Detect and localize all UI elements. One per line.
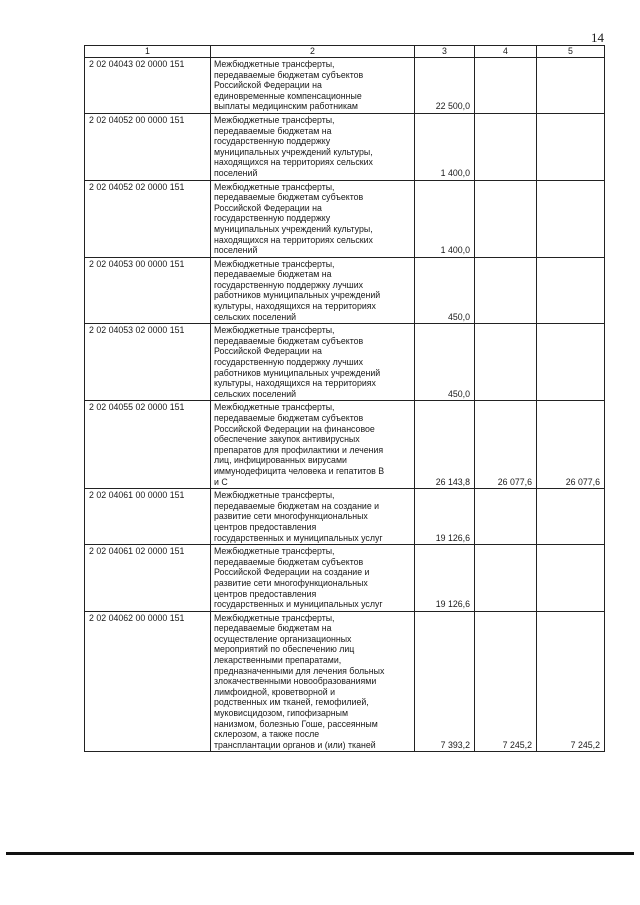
amount-cell-col4 bbox=[475, 257, 537, 324]
header-row bbox=[85, 46, 605, 58]
description-line: государственную поддержку bbox=[214, 213, 331, 224]
description-line: Межбюджетные трансферты, bbox=[214, 402, 335, 413]
column-header-2: 2 bbox=[211, 46, 415, 58]
amount-cell-col4 bbox=[475, 58, 537, 114]
description-line: лекарственными препаратами, bbox=[214, 655, 342, 666]
description-line: единовременные компенсационные bbox=[214, 90, 362, 101]
column-header-1: 1 bbox=[85, 46, 211, 58]
table-row bbox=[85, 58, 605, 114]
description-line: лиц, инфицированных вирусами bbox=[214, 455, 347, 466]
description-cell bbox=[211, 401, 415, 489]
description-line: муниципальных учреждений культуры, bbox=[214, 146, 373, 157]
description-cell bbox=[211, 324, 415, 401]
description-line: передаваемые бюджетам субъектов bbox=[214, 69, 364, 80]
description-line: передаваемые бюджетам на bbox=[214, 623, 332, 634]
description-line: осуществление организационных bbox=[214, 633, 352, 644]
description-line: и С bbox=[214, 476, 228, 487]
column-header-4: 4 bbox=[475, 46, 537, 58]
amount-cell-col4: 26 077,6 bbox=[475, 401, 537, 489]
description-line: обеспечение закупок антивирусных bbox=[214, 434, 360, 445]
description-cell bbox=[211, 257, 415, 324]
amount-cell-col3: 22 500,0 bbox=[415, 58, 475, 114]
description-line: передаваемые бюджетам на bbox=[214, 269, 332, 280]
amount-cell-col4: 7 245,2 bbox=[475, 611, 537, 752]
budget-code-cell: 2 02 04053 00 0000 151 bbox=[85, 257, 211, 324]
description-line: иммунодефицита человека и гепатитов В bbox=[214, 465, 385, 476]
table-row bbox=[85, 401, 605, 489]
description-line: работников муниципальных учреждений bbox=[214, 290, 381, 301]
description-line: сельских поселений bbox=[214, 311, 297, 322]
budget-code-cell: 2 02 04061 02 0000 151 bbox=[85, 545, 211, 612]
budget-code-cell: 2 02 04052 00 0000 151 bbox=[85, 113, 211, 180]
description-cell bbox=[211, 489, 415, 545]
description-line: Российской Федерации на создание и bbox=[214, 567, 370, 578]
budget-table bbox=[84, 45, 605, 752]
description-line: развитие сети многофункциональных bbox=[214, 577, 368, 588]
budget-code-cell: 2 02 04061 00 0000 151 bbox=[85, 489, 211, 545]
description-cell bbox=[211, 58, 415, 114]
description-line: предназначенными для лечения больных bbox=[214, 665, 385, 676]
description-line: муниципальных учреждений культуры, bbox=[214, 223, 373, 234]
description-cell bbox=[211, 611, 415, 752]
amount-cell-col3: 1 400,0 bbox=[415, 180, 475, 257]
description-line: препаратов для профилактики и лечения bbox=[214, 444, 384, 455]
description-line: передаваемые бюджетам на bbox=[214, 125, 332, 136]
description-line: государственную поддержку лучших bbox=[214, 357, 364, 368]
description-line: Межбюджетные трансферты, bbox=[214, 181, 335, 192]
description-line: передаваемые бюджетам субъектов bbox=[214, 335, 364, 346]
description-line: находящихся на территориях сельских bbox=[214, 157, 373, 168]
description-line: передаваемые бюджетам субъектов bbox=[214, 413, 364, 423]
description-line: передаваемые бюджетам субъектов bbox=[214, 192, 364, 203]
description-line: Российской Федерации на финансовое bbox=[214, 423, 375, 434]
description-line: Межбюджетные трансферты, bbox=[214, 258, 335, 269]
amount-cell-col3: 19 126,6 bbox=[415, 489, 475, 545]
amount-cell-col3: 7 393,2 bbox=[415, 611, 475, 752]
table-row bbox=[85, 180, 605, 257]
description-line: Межбюджетные трансферты, bbox=[214, 59, 335, 69]
amount-cell-col5 bbox=[537, 324, 605, 401]
table-row bbox=[85, 611, 605, 752]
description-line: поселений bbox=[214, 167, 258, 178]
table-row bbox=[85, 324, 605, 401]
description-line: государственную поддержку лучших bbox=[214, 279, 364, 290]
description-line: государственную поддержку bbox=[214, 136, 331, 147]
amount-cell-col4 bbox=[475, 180, 537, 257]
table-row bbox=[85, 489, 605, 545]
amount-cell-col5 bbox=[537, 257, 605, 324]
description-line: государственных и муниципальных услуг bbox=[214, 599, 383, 610]
budget-code-cell: 2 02 04043 02 0000 151 bbox=[85, 58, 211, 114]
amount-cell-col4 bbox=[475, 324, 537, 401]
amount-cell-col3: 450,0 bbox=[415, 324, 475, 401]
description-line: сельских поселений bbox=[214, 388, 297, 399]
description-line: находящихся на территориях сельских bbox=[214, 234, 373, 245]
description-line: культуры, находящихся на территориях bbox=[214, 301, 376, 312]
description-line: Межбюджетные трансферты, bbox=[214, 325, 335, 336]
description-cell bbox=[211, 180, 415, 257]
bottom-rule bbox=[6, 852, 634, 855]
budget-code-cell: 2 02 04055 02 0000 151 bbox=[85, 401, 211, 489]
column-header-3: 3 bbox=[415, 46, 475, 58]
amount-cell-col5: 26 077,6 bbox=[537, 401, 605, 489]
budget-code-cell: 2 02 04052 02 0000 151 bbox=[85, 180, 211, 257]
table-row bbox=[85, 113, 605, 180]
description-line: передаваемые бюджетам на создание и bbox=[214, 500, 380, 511]
description-line: злокачественными новообразованиями bbox=[214, 676, 377, 687]
description-line: центров предоставления bbox=[214, 521, 317, 532]
description-line: мероприятий по обеспечению лиц bbox=[214, 644, 355, 655]
amount-cell-col5 bbox=[537, 58, 605, 114]
description-line: муковисцидозом, гипофизарным bbox=[214, 708, 348, 719]
table-row bbox=[85, 545, 605, 612]
description-cell bbox=[211, 545, 415, 612]
description-line: нанизмом, болезнью Гоше, рассеянным bbox=[214, 718, 378, 729]
amount-cell-col5 bbox=[537, 489, 605, 545]
description-line: Межбюджетные трансферты, bbox=[214, 490, 335, 501]
budget-code-cell: 2 02 04053 02 0000 151 bbox=[85, 324, 211, 401]
amount-cell-col3: 19 126,6 bbox=[415, 545, 475, 612]
description-line: государственных и муниципальных услуг bbox=[214, 532, 383, 543]
description-line: Российской Федерации на bbox=[214, 80, 322, 91]
description-cell bbox=[211, 113, 415, 180]
description-line: Межбюджетные трансферты, bbox=[214, 546, 335, 557]
amount-cell-col4 bbox=[475, 489, 537, 545]
description-line: трансплантации органов и (или) тканей bbox=[214, 739, 376, 750]
column-header-5: 5 bbox=[537, 46, 605, 58]
description-line: передаваемые бюджетам субъектов bbox=[214, 556, 364, 567]
description-line: лимфоидной, кроветворной и bbox=[214, 686, 336, 697]
description-line: Российской Федерации на bbox=[214, 346, 322, 357]
amount-cell-col5 bbox=[537, 545, 605, 612]
budget-code-cell: 2 02 04062 00 0000 151 bbox=[85, 611, 211, 752]
description-line: культуры, находящихся на территориях bbox=[214, 378, 376, 389]
description-line: склерозом, а также после bbox=[214, 729, 320, 740]
amount-cell-col3: 450,0 bbox=[415, 257, 475, 324]
description-line: центров предоставления bbox=[214, 588, 317, 599]
page-number: 14 bbox=[591, 30, 604, 45]
description-line: поселений bbox=[214, 245, 258, 256]
description-line: Межбюджетные трансферты, bbox=[214, 114, 335, 125]
description-line: выплаты медицинским работникам bbox=[214, 101, 358, 112]
description-line: Российской Федерации на bbox=[214, 202, 322, 213]
amount-cell-col3: 26 143,8 bbox=[415, 401, 475, 489]
amount-cell-col5 bbox=[537, 113, 605, 180]
description-line: родственных им тканей, гемофилией, bbox=[214, 697, 369, 708]
description-line: развитие сети многофункциональных bbox=[214, 511, 368, 522]
table-row bbox=[85, 257, 605, 324]
amount-cell-col5: 7 245,2 bbox=[537, 611, 605, 752]
amount-cell-col4 bbox=[475, 113, 537, 180]
description-line: работников муниципальных учреждений bbox=[214, 367, 381, 378]
amount-cell-col4 bbox=[475, 545, 537, 612]
amount-cell-col3: 1 400,0 bbox=[415, 113, 475, 180]
amount-cell-col5 bbox=[537, 180, 605, 257]
description-line: Межбюджетные трансферты, bbox=[214, 612, 335, 623]
